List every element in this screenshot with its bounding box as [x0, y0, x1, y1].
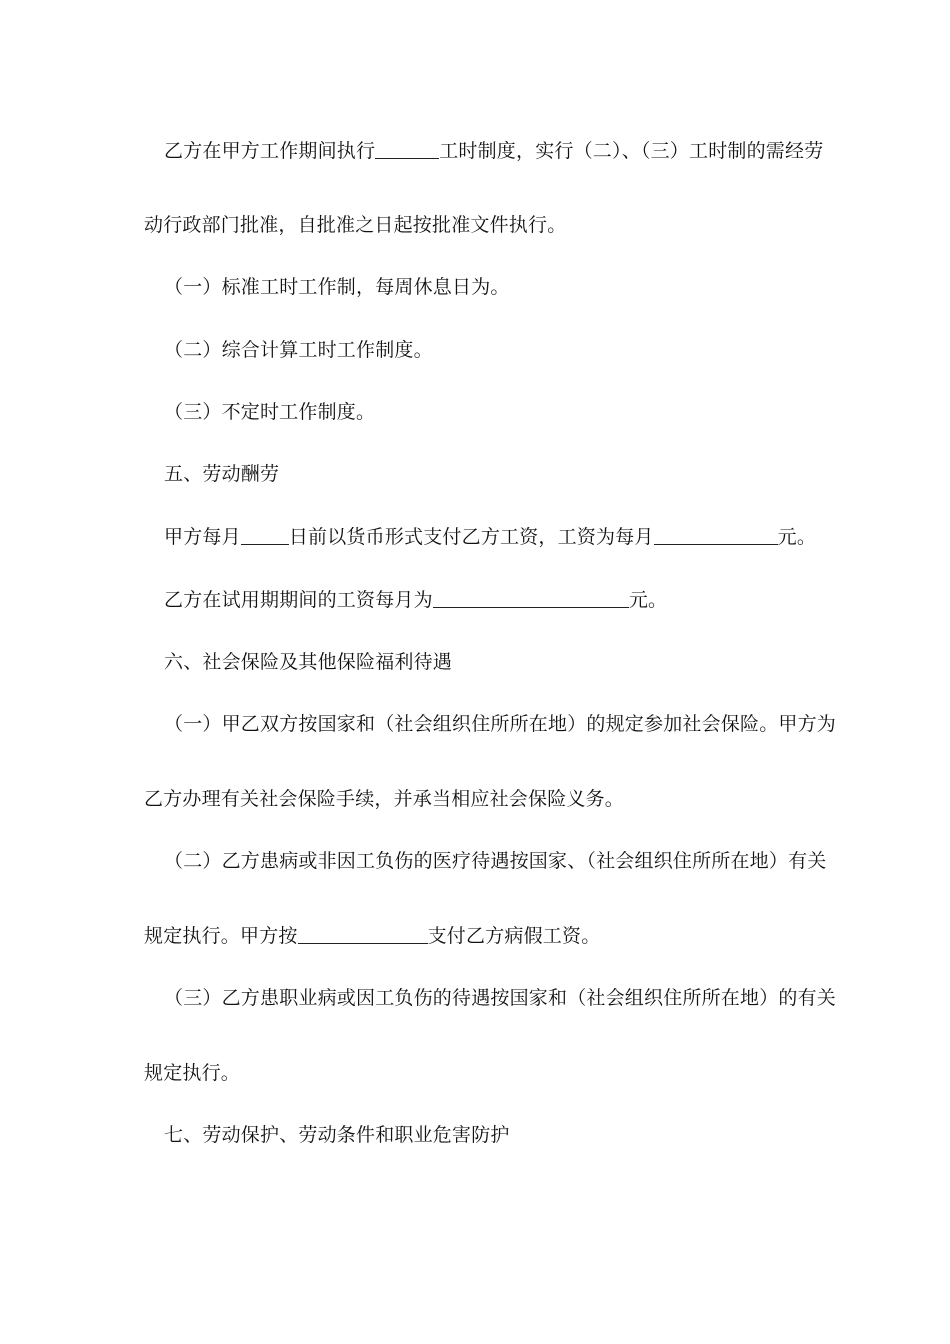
paragraph-sick-pay	[144, 923, 600, 949]
fill-blank-sick-pay[interactable]	[298, 925, 428, 944]
text-segment: 元。	[777, 526, 817, 548]
section-heading-remuneration: 五、劳动酬劳	[164, 463, 280, 485]
text-segment: 甲方每月	[164, 526, 241, 548]
fill-blank-probation-wage[interactable]	[433, 589, 629, 608]
paragraph-continuation: 规定执行。	[144, 1062, 241, 1084]
text-segment: 乙方在试用期期间的工资每月为	[164, 589, 433, 611]
text-segment: 日前以货币形式支付乙方工资，工资为每月	[288, 526, 654, 548]
paragraph-continuation: 动行政部门批准，自批准之日起按批准文件执行。	[144, 214, 567, 236]
fill-blank-work-hour-system[interactable]	[375, 140, 439, 159]
section-heading-social-insurance: 六、社会保险及其他保险福利待遇	[164, 651, 453, 673]
paragraph-wage-payment	[164, 524, 816, 550]
fill-blank-monthly-wage[interactable]	[654, 526, 778, 545]
list-item-flexible-hours: （三）不定时工作制度。	[164, 401, 376, 423]
list-item-comprehensive-hours: （二）综合计算工时工作制度。	[164, 339, 433, 361]
list-item-standard-hours: （一）标准工时工作制，每周休息日为。	[164, 276, 510, 298]
text-segment: 规定执行。甲方按	[144, 925, 298, 947]
paragraph-probation-wage	[164, 587, 667, 613]
text-segment: 元。	[628, 589, 668, 611]
paragraph-continuation: 乙方办理有关社会保险手续，并承当相应社会保险义务。	[144, 788, 625, 810]
text-segment: 工时制度，实行（二）、（三）工时制的需经劳	[439, 140, 824, 162]
text-segment: 支付乙方病假工资。	[427, 925, 601, 947]
list-item-social-insurance: （一）甲乙双方按国家和（社会组织住所所在地）的规定参加社会保险。甲方为	[164, 713, 837, 735]
text-segment: 乙方在甲方工作期间执行	[164, 140, 376, 162]
paragraph-work-hours	[164, 138, 823, 164]
section-heading-labor-protection: 七、劳动保护、劳动条件和职业危害防护	[164, 1124, 510, 1146]
fill-blank-pay-day[interactable]	[241, 526, 289, 545]
list-item-occupational-injury: （三）乙方患职业病或因工负伤的待遇按国家和（社会组织住所所在地）的有关	[164, 987, 837, 1009]
list-item-medical-treatment: （二）乙方患病或非因工负伤的医疗待遇按国家、（社会组织住所所在地）有关	[164, 850, 827, 872]
